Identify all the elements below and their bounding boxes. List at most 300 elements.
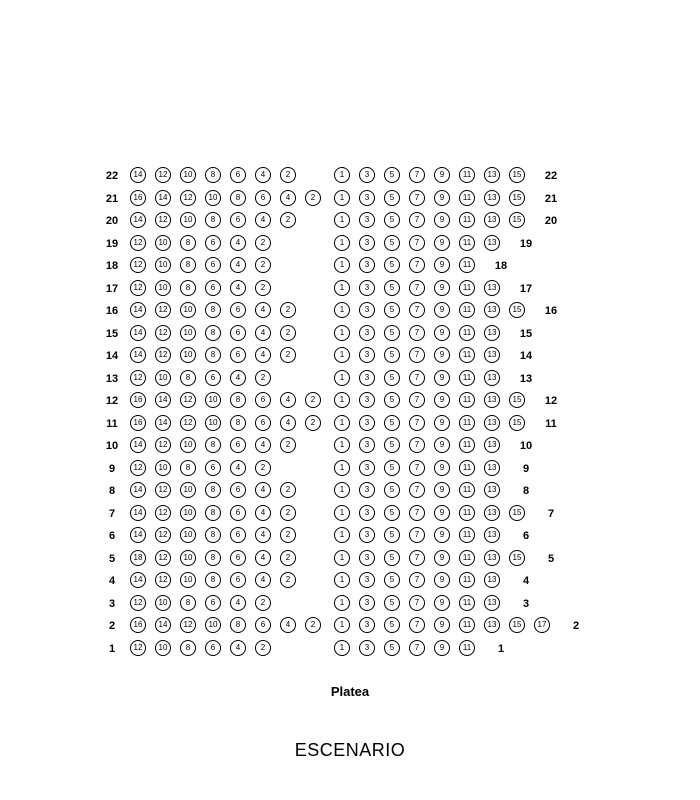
seat[interactable]: 6 xyxy=(230,212,246,228)
seat[interactable]: 1 xyxy=(334,505,350,521)
seat[interactable]: 2 xyxy=(255,370,271,386)
seat[interactable]: 7 xyxy=(409,302,425,318)
seat[interactable]: 5 xyxy=(384,167,400,183)
seat[interactable]: 6 xyxy=(230,527,246,543)
seat[interactable]: 9 xyxy=(434,595,450,611)
seat[interactable]: 10 xyxy=(180,302,196,318)
seat[interactable]: 12 xyxy=(180,392,196,408)
seat[interactable]: 4 xyxy=(255,527,271,543)
seat[interactable]: 13 xyxy=(484,167,500,183)
seat[interactable]: 12 xyxy=(130,235,146,251)
seat[interactable]: 7 xyxy=(409,482,425,498)
seat[interactable]: 8 xyxy=(180,460,196,476)
seat[interactable]: 8 xyxy=(205,550,221,566)
seat[interactable]: 15 xyxy=(509,190,525,206)
seat[interactable]: 2 xyxy=(280,167,296,183)
seat[interactable]: 7 xyxy=(409,572,425,588)
seat[interactable]: 9 xyxy=(434,302,450,318)
seat[interactable]: 10 xyxy=(180,550,196,566)
seat[interactable]: 14 xyxy=(130,325,146,341)
seat[interactable]: 1 xyxy=(334,235,350,251)
seat[interactable]: 14 xyxy=(155,415,171,431)
seat[interactable]: 9 xyxy=(434,572,450,588)
seat[interactable]: 1 xyxy=(334,212,350,228)
seat[interactable]: 4 xyxy=(230,640,246,656)
seat[interactable]: 9 xyxy=(434,325,450,341)
seat[interactable]: 5 xyxy=(384,550,400,566)
seat[interactable]: 8 xyxy=(205,482,221,498)
seat[interactable]: 3 xyxy=(359,325,375,341)
seat[interactable]: 9 xyxy=(434,347,450,363)
seat[interactable]: 10 xyxy=(180,572,196,588)
seat[interactable]: 12 xyxy=(130,640,146,656)
seat[interactable]: 12 xyxy=(155,212,171,228)
seat[interactable]: 2 xyxy=(305,415,321,431)
seat[interactable]: 14 xyxy=(130,505,146,521)
seat[interactable]: 10 xyxy=(180,437,196,453)
seat[interactable]: 3 xyxy=(359,392,375,408)
seat[interactable]: 8 xyxy=(180,595,196,611)
seat[interactable]: 11 xyxy=(459,257,475,273)
seat[interactable]: 12 xyxy=(155,527,171,543)
seat[interactable]: 3 xyxy=(359,280,375,296)
seat[interactable]: 5 xyxy=(384,370,400,386)
seat[interactable]: 9 xyxy=(434,212,450,228)
seat[interactable]: 10 xyxy=(180,527,196,543)
seat[interactable]: 13 xyxy=(484,415,500,431)
seat[interactable]: 15 xyxy=(509,167,525,183)
seat[interactable]: 2 xyxy=(280,212,296,228)
seat[interactable]: 7 xyxy=(409,595,425,611)
seat[interactable]: 13 xyxy=(484,482,500,498)
seat[interactable]: 14 xyxy=(130,572,146,588)
seat[interactable]: 1 xyxy=(334,550,350,566)
seat[interactable]: 3 xyxy=(359,167,375,183)
seat[interactable]: 15 xyxy=(509,617,525,633)
seat[interactable]: 12 xyxy=(180,190,196,206)
seat[interactable]: 16 xyxy=(130,392,146,408)
seat[interactable]: 6 xyxy=(205,257,221,273)
seat[interactable]: 13 xyxy=(484,527,500,543)
seat[interactable]: 11 xyxy=(459,415,475,431)
seat[interactable]: 14 xyxy=(130,527,146,543)
seat[interactable]: 10 xyxy=(205,392,221,408)
seat[interactable]: 1 xyxy=(334,257,350,273)
seat[interactable]: 2 xyxy=(280,302,296,318)
seat[interactable]: 10 xyxy=(180,167,196,183)
seat[interactable]: 13 xyxy=(484,280,500,296)
seat[interactable]: 9 xyxy=(434,640,450,656)
seat[interactable]: 11 xyxy=(459,347,475,363)
seat[interactable]: 12 xyxy=(130,280,146,296)
seat[interactable]: 7 xyxy=(409,347,425,363)
seat[interactable]: 4 xyxy=(255,482,271,498)
seat[interactable]: 1 xyxy=(334,595,350,611)
seat[interactable]: 2 xyxy=(280,347,296,363)
seat[interactable]: 8 xyxy=(180,280,196,296)
seat[interactable]: 6 xyxy=(230,505,246,521)
seat[interactable]: 11 xyxy=(459,437,475,453)
seat[interactable]: 6 xyxy=(205,640,221,656)
seat[interactable]: 11 xyxy=(459,572,475,588)
seat[interactable]: 9 xyxy=(434,505,450,521)
seat[interactable]: 12 xyxy=(155,482,171,498)
seat[interactable]: 2 xyxy=(280,505,296,521)
seat[interactable]: 12 xyxy=(155,550,171,566)
seat[interactable]: 8 xyxy=(180,370,196,386)
seat[interactable]: 3 xyxy=(359,302,375,318)
seat[interactable]: 1 xyxy=(334,482,350,498)
seat[interactable]: 12 xyxy=(130,460,146,476)
seat[interactable]: 7 xyxy=(409,550,425,566)
seat[interactable]: 11 xyxy=(459,302,475,318)
seat[interactable]: 4 xyxy=(280,617,296,633)
seat[interactable]: 12 xyxy=(130,370,146,386)
seat[interactable]: 14 xyxy=(155,617,171,633)
seat[interactable]: 1 xyxy=(334,640,350,656)
seat[interactable]: 3 xyxy=(359,415,375,431)
seat[interactable]: 1 xyxy=(334,392,350,408)
seat[interactable]: 7 xyxy=(409,460,425,476)
seat[interactable]: 13 xyxy=(484,325,500,341)
seat[interactable]: 13 xyxy=(484,392,500,408)
seat[interactable]: 2 xyxy=(255,257,271,273)
seat[interactable]: 4 xyxy=(280,190,296,206)
seat[interactable]: 1 xyxy=(334,527,350,543)
seat[interactable]: 6 xyxy=(255,415,271,431)
seat[interactable]: 16 xyxy=(130,415,146,431)
seat[interactable]: 12 xyxy=(180,415,196,431)
seat[interactable]: 11 xyxy=(459,325,475,341)
seat[interactable]: 3 xyxy=(359,460,375,476)
seat[interactable]: 3 xyxy=(359,370,375,386)
seat[interactable]: 6 xyxy=(230,482,246,498)
seat[interactable]: 2 xyxy=(280,550,296,566)
seat[interactable]: 9 xyxy=(434,460,450,476)
seat[interactable]: 9 xyxy=(434,167,450,183)
seat[interactable]: 7 xyxy=(409,257,425,273)
seat[interactable]: 9 xyxy=(434,190,450,206)
seat[interactable]: 10 xyxy=(205,415,221,431)
seat[interactable]: 9 xyxy=(434,527,450,543)
seat[interactable]: 3 xyxy=(359,482,375,498)
seat[interactable]: 11 xyxy=(459,595,475,611)
seat[interactable]: 4 xyxy=(255,550,271,566)
seat[interactable]: 4 xyxy=(255,505,271,521)
seat[interactable]: 3 xyxy=(359,527,375,543)
seat[interactable]: 5 xyxy=(384,280,400,296)
seat[interactable]: 11 xyxy=(459,370,475,386)
seat[interactable]: 2 xyxy=(280,572,296,588)
seat[interactable]: 15 xyxy=(509,550,525,566)
seat[interactable]: 7 xyxy=(409,167,425,183)
seat[interactable]: 14 xyxy=(155,190,171,206)
seat[interactable]: 8 xyxy=(230,617,246,633)
seat[interactable]: 5 xyxy=(384,235,400,251)
seat[interactable]: 3 xyxy=(359,572,375,588)
seat[interactable]: 8 xyxy=(180,235,196,251)
seat[interactable]: 6 xyxy=(230,437,246,453)
seat[interactable]: 14 xyxy=(130,482,146,498)
seat[interactable]: 4 xyxy=(230,235,246,251)
seat[interactable]: 11 xyxy=(459,212,475,228)
seat[interactable]: 14 xyxy=(155,392,171,408)
seat[interactable]: 14 xyxy=(130,437,146,453)
seat[interactable]: 12 xyxy=(130,257,146,273)
seat[interactable]: 4 xyxy=(230,257,246,273)
seat[interactable]: 2 xyxy=(280,482,296,498)
seat[interactable]: 3 xyxy=(359,190,375,206)
seat[interactable]: 13 xyxy=(484,235,500,251)
seat[interactable]: 13 xyxy=(484,347,500,363)
seat[interactable]: 11 xyxy=(459,190,475,206)
seat[interactable]: 3 xyxy=(359,257,375,273)
seat[interactable]: 14 xyxy=(130,212,146,228)
seat[interactable]: 6 xyxy=(230,167,246,183)
seat[interactable]: 9 xyxy=(434,550,450,566)
seat[interactable]: 12 xyxy=(155,325,171,341)
seat[interactable]: 9 xyxy=(434,257,450,273)
seat[interactable]: 7 xyxy=(409,370,425,386)
seat[interactable]: 1 xyxy=(334,347,350,363)
seat[interactable]: 13 xyxy=(484,572,500,588)
seat[interactable]: 15 xyxy=(509,392,525,408)
seat[interactable]: 10 xyxy=(180,482,196,498)
seat[interactable]: 10 xyxy=(155,460,171,476)
seat[interactable]: 14 xyxy=(130,302,146,318)
seat[interactable]: 7 xyxy=(409,190,425,206)
seat[interactable]: 10 xyxy=(155,370,171,386)
seat[interactable]: 4 xyxy=(255,325,271,341)
seat[interactable]: 13 xyxy=(484,505,500,521)
seat[interactable]: 11 xyxy=(459,167,475,183)
seat[interactable]: 2 xyxy=(255,640,271,656)
seat[interactable]: 6 xyxy=(205,370,221,386)
seat[interactable]: 5 xyxy=(384,437,400,453)
seat[interactable]: 2 xyxy=(280,527,296,543)
seat[interactable]: 13 xyxy=(484,550,500,566)
seat[interactable]: 1 xyxy=(334,415,350,431)
seat[interactable]: 2 xyxy=(255,460,271,476)
seat[interactable]: 14 xyxy=(130,167,146,183)
seat[interactable]: 12 xyxy=(155,505,171,521)
seat[interactable]: 4 xyxy=(255,167,271,183)
seat[interactable]: 6 xyxy=(230,572,246,588)
seat[interactable]: 5 xyxy=(384,257,400,273)
seat[interactable]: 10 xyxy=(155,595,171,611)
seat[interactable]: 8 xyxy=(230,415,246,431)
seat[interactable]: 8 xyxy=(205,302,221,318)
seat[interactable]: 8 xyxy=(205,167,221,183)
seat[interactable]: 13 xyxy=(484,212,500,228)
seat[interactable]: 10 xyxy=(180,325,196,341)
seat[interactable]: 3 xyxy=(359,437,375,453)
seat[interactable]: 4 xyxy=(230,460,246,476)
seat[interactable]: 5 xyxy=(384,347,400,363)
seat[interactable]: 6 xyxy=(205,280,221,296)
seat[interactable]: 10 xyxy=(205,190,221,206)
seat[interactable]: 9 xyxy=(434,392,450,408)
seat[interactable]: 3 xyxy=(359,212,375,228)
seat[interactable]: 7 xyxy=(409,617,425,633)
seat[interactable]: 11 xyxy=(459,392,475,408)
seat[interactable]: 13 xyxy=(484,302,500,318)
seat[interactable]: 8 xyxy=(205,347,221,363)
seat[interactable]: 12 xyxy=(130,595,146,611)
seat[interactable]: 2 xyxy=(305,617,321,633)
seat[interactable]: 11 xyxy=(459,505,475,521)
seat[interactable]: 1 xyxy=(334,572,350,588)
seat[interactable]: 11 xyxy=(459,460,475,476)
seat[interactable]: 11 xyxy=(459,617,475,633)
seat[interactable]: 1 xyxy=(334,190,350,206)
seat[interactable]: 3 xyxy=(359,505,375,521)
seat[interactable]: 7 xyxy=(409,212,425,228)
seat[interactable]: 9 xyxy=(434,617,450,633)
seat[interactable]: 2 xyxy=(305,190,321,206)
seat[interactable]: 10 xyxy=(155,280,171,296)
seat[interactable]: 5 xyxy=(384,212,400,228)
seat[interactable]: 7 xyxy=(409,437,425,453)
seat[interactable]: 2 xyxy=(280,437,296,453)
seat[interactable]: 5 xyxy=(384,640,400,656)
seat[interactable]: 1 xyxy=(334,437,350,453)
seat[interactable]: 2 xyxy=(280,325,296,341)
seat[interactable]: 8 xyxy=(180,257,196,273)
seat[interactable]: 7 xyxy=(409,235,425,251)
seat[interactable]: 15 xyxy=(509,302,525,318)
seat[interactable]: 2 xyxy=(305,392,321,408)
seat[interactable]: 11 xyxy=(459,235,475,251)
seat[interactable]: 5 xyxy=(384,595,400,611)
seat[interactable]: 5 xyxy=(384,302,400,318)
seat[interactable]: 6 xyxy=(255,392,271,408)
seat[interactable]: 7 xyxy=(409,527,425,543)
seat[interactable]: 6 xyxy=(230,302,246,318)
seat[interactable]: 10 xyxy=(180,212,196,228)
seat[interactable]: 5 xyxy=(384,392,400,408)
seat[interactable]: 3 xyxy=(359,235,375,251)
seat[interactable]: 1 xyxy=(334,325,350,341)
seat[interactable]: 1 xyxy=(334,370,350,386)
seat[interactable]: 5 xyxy=(384,415,400,431)
seat[interactable]: 8 xyxy=(205,437,221,453)
seat[interactable]: 8 xyxy=(205,212,221,228)
seat[interactable]: 3 xyxy=(359,595,375,611)
seat[interactable]: 9 xyxy=(434,370,450,386)
seat[interactable]: 4 xyxy=(230,280,246,296)
seat[interactable]: 7 xyxy=(409,325,425,341)
seat[interactable]: 13 xyxy=(484,437,500,453)
seat[interactable]: 10 xyxy=(155,257,171,273)
seat[interactable]: 12 xyxy=(155,302,171,318)
seat[interactable]: 6 xyxy=(230,347,246,363)
seat[interactable]: 2 xyxy=(255,235,271,251)
seat[interactable]: 7 xyxy=(409,640,425,656)
seat[interactable]: 11 xyxy=(459,640,475,656)
seat[interactable]: 14 xyxy=(130,347,146,363)
seat[interactable]: 4 xyxy=(255,347,271,363)
seat[interactable]: 16 xyxy=(130,617,146,633)
seat[interactable]: 4 xyxy=(230,370,246,386)
seat[interactable]: 15 xyxy=(509,212,525,228)
seat[interactable]: 5 xyxy=(384,572,400,588)
seat[interactable]: 15 xyxy=(509,505,525,521)
seat[interactable]: 12 xyxy=(155,437,171,453)
seat[interactable]: 8 xyxy=(230,190,246,206)
seat[interactable]: 6 xyxy=(230,325,246,341)
seat[interactable]: 9 xyxy=(434,437,450,453)
seat[interactable]: 8 xyxy=(230,392,246,408)
seat[interactable]: 10 xyxy=(180,347,196,363)
seat[interactable]: 1 xyxy=(334,280,350,296)
seat[interactable]: 3 xyxy=(359,617,375,633)
seat[interactable]: 7 xyxy=(409,505,425,521)
seat[interactable]: 4 xyxy=(230,595,246,611)
seat[interactable]: 8 xyxy=(180,640,196,656)
seat[interactable]: 13 xyxy=(484,460,500,476)
seat[interactable]: 9 xyxy=(434,280,450,296)
seat[interactable]: 8 xyxy=(205,325,221,341)
seat[interactable]: 7 xyxy=(409,392,425,408)
seat[interactable]: 11 xyxy=(459,482,475,498)
seat[interactable]: 5 xyxy=(384,505,400,521)
seat[interactable]: 16 xyxy=(130,190,146,206)
seat[interactable]: 1 xyxy=(334,302,350,318)
seat[interactable]: 9 xyxy=(434,235,450,251)
seat[interactable]: 5 xyxy=(384,617,400,633)
seat[interactable]: 5 xyxy=(384,190,400,206)
seat[interactable]: 11 xyxy=(459,550,475,566)
seat[interactable]: 6 xyxy=(205,460,221,476)
seat[interactable]: 9 xyxy=(434,482,450,498)
seat[interactable]: 12 xyxy=(155,347,171,363)
seat[interactable]: 10 xyxy=(155,235,171,251)
seat[interactable]: 5 xyxy=(384,325,400,341)
seat[interactable]: 8 xyxy=(205,527,221,543)
seat[interactable]: 10 xyxy=(180,505,196,521)
seat[interactable]: 4 xyxy=(255,302,271,318)
seat[interactable]: 3 xyxy=(359,640,375,656)
seat[interactable]: 15 xyxy=(509,415,525,431)
seat[interactable]: 6 xyxy=(205,235,221,251)
seat[interactable]: 1 xyxy=(334,617,350,633)
seat[interactable]: 10 xyxy=(205,617,221,633)
seat[interactable]: 6 xyxy=(205,595,221,611)
seat[interactable]: 4 xyxy=(280,415,296,431)
seat[interactable]: 13 xyxy=(484,190,500,206)
seat[interactable]: 6 xyxy=(255,190,271,206)
seat[interactable]: 5 xyxy=(384,527,400,543)
seat[interactable]: 18 xyxy=(130,550,146,566)
seat[interactable]: 17 xyxy=(534,617,550,633)
seat[interactable]: 4 xyxy=(255,437,271,453)
seat[interactable]: 5 xyxy=(384,460,400,476)
seat[interactable]: 4 xyxy=(280,392,296,408)
seat[interactable]: 13 xyxy=(484,595,500,611)
seat[interactable]: 13 xyxy=(484,370,500,386)
seat[interactable]: 1 xyxy=(334,460,350,476)
seat[interactable]: 9 xyxy=(434,415,450,431)
seat[interactable]: 12 xyxy=(155,572,171,588)
seat[interactable]: 12 xyxy=(155,167,171,183)
seat[interactable]: 6 xyxy=(255,617,271,633)
seat[interactable]: 13 xyxy=(484,617,500,633)
seat[interactable]: 4 xyxy=(255,572,271,588)
seat[interactable]: 10 xyxy=(155,640,171,656)
seat[interactable]: 3 xyxy=(359,550,375,566)
seat[interactable]: 6 xyxy=(230,550,246,566)
